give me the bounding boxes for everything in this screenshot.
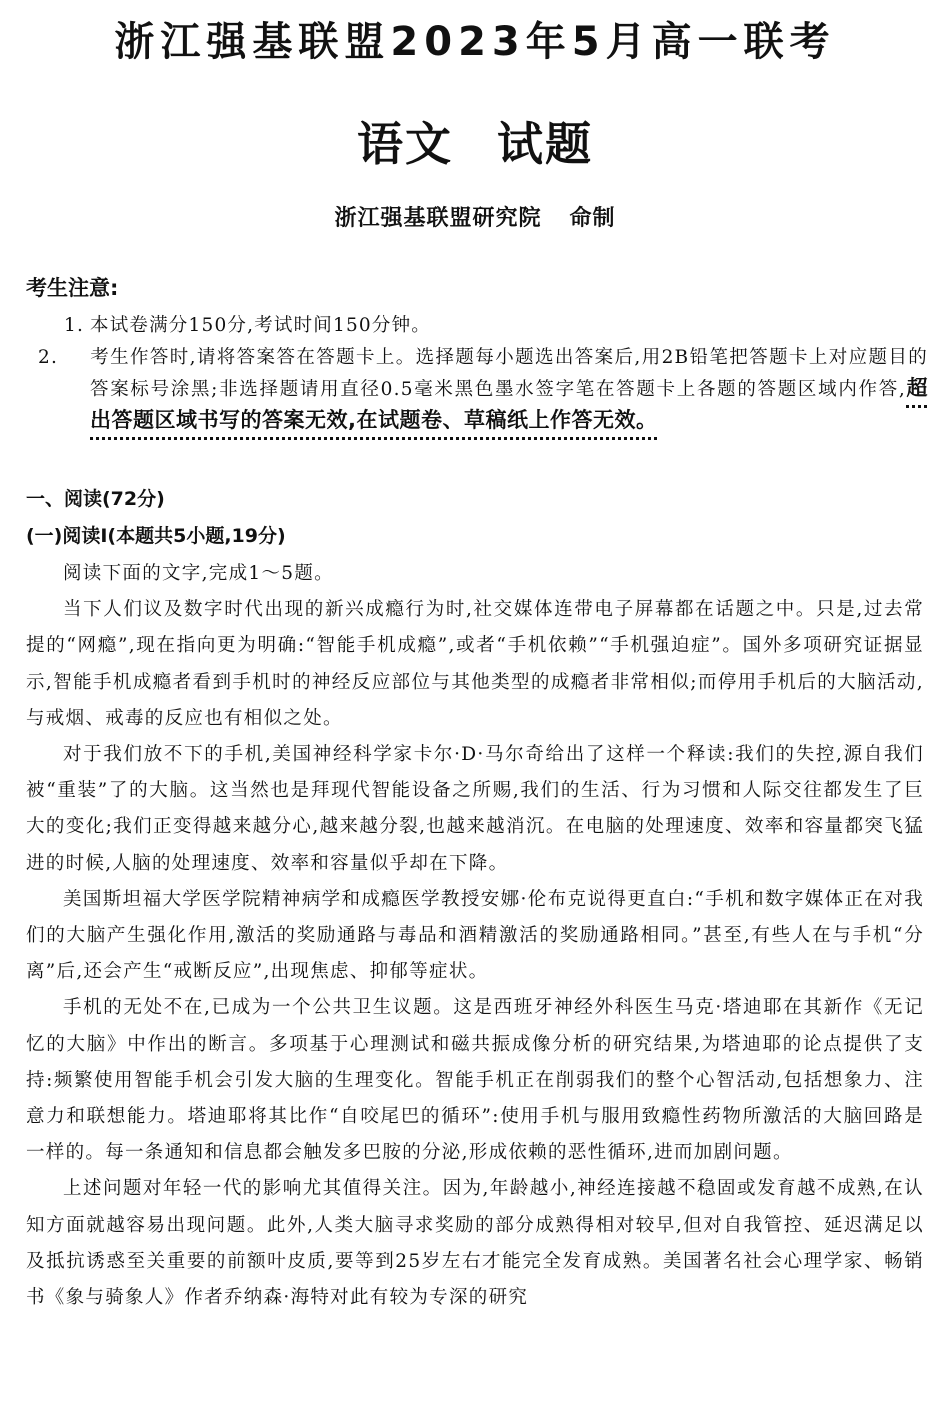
notice-item-1-text: 本试卷满分150分,考试时间150分钟。 — [90, 315, 432, 336]
notice-item-1-number: 1. — [64, 315, 85, 336]
passage-paragraph-2: 对于我们放不下的手机,美国神经科学家卡尔·D·马尔奇给出了这样一个释读:我们的失控,源自我们被“重装”了的大脑。这当然也是拜现代智能设备之所赐,我们的生活、行为习惯和人际交往都发生了巨大的变化;我们正变得越来越分心,越来越分裂,也越来越消沉。在电脑的处理速度、效率和容量都突飞猛进的时候,人脑的处理速度、效率和容量似乎却在下降。 — [26, 744, 924, 874]
page-bottom-margin — [0, 1345, 950, 1420]
notice-item-2 — [38, 342, 929, 437]
section-title: (一)阅读Ⅰ(本题共5小题,19分) — [26, 525, 286, 547]
notice-item-2-number: 2. — [38, 347, 59, 368]
exam-series-title: 浙江强基联盟2023年5月高一联考 — [114, 19, 836, 65]
passage-paragraph-3: 美国斯坦福大学医学院精神病学和成瘾医学教授安娜·伦布克说得更直白:“手机和数字媒体正在对我们的大脑产生强化作用,激活的奖励通路与毒品和酒精激活的奖励通路相同。”甚至,有些人在与手机“分离”后,还会产生“戒断反应”,出现焦虑、抑郁等症状。 — [26, 888, 924, 983]
maker-line — [0, 201, 950, 232]
reading-passage — [26, 556, 924, 1316]
part-title: 一、阅读(72分) — [26, 488, 165, 510]
notice-item-2-emphasis: 超出答题区域书写的答案无效,在试题卷、草稿纸上作答无效。 — [90, 376, 929, 432]
maker-label: 命制 — [569, 206, 616, 231]
maker-org: 浙江强基联盟研究院 — [334, 206, 542, 231]
passage-paragraph-4: 手机的无处不在,已成为一个公共卫生议题。这是西班牙神经外科医生马克·塔迪耶在其新作《无记忆的大脑》中作出的断言。多项基于心理测试和磁共振成像分析的研究结果,为塔迪耶的论点提供了支持:频繁使用智能手机会引发大脑的生理变化。智能手机正在削弱我们的整个心智活动,包括想象力、注意力和联想能力。塔迪耶将其比作“自咬尾巴的循环”:使用手机与服用致瘾性药物所激活的大脑回路是一样的。每一条通知和信息都会触发多巴胺的分泌,形成依赖的恶性循环,进而加剧问题。 — [26, 997, 924, 1164]
page-title — [0, 108, 950, 174]
passage-paragraph-1: 当下人们议及数字时代出现的新兴成瘾行为时,社交媒体连带电子屏幕都在话题之中。只是,过去常提的“网瘾”,现在指向更为明确:“智能手机成瘾”,或者“手机依赖”“手机强迫症”。国外多项研究证据显示,智能手机成瘾者看到手机时的神经反应部位与其他类型的成瘾者非常相似;而停用手机后的大脑活动,与戒烟、戒毒的反应也有相似之处。 — [26, 599, 924, 729]
notice-item-2-text: 考生作答时,请将答案答在答题卡上。选择题每小题选出答案后,用2B铅笔把答题卡上对应题目的答案标号涂黑;非选择题请用直径0.5毫米黑色墨水签字笔在答题卡上各题的答题区域内作答, — [90, 347, 928, 400]
notice-item-1 — [64, 310, 928, 341]
title-label: 试题 — [497, 117, 593, 171]
title-subject: 语文 — [357, 117, 453, 171]
notice-heading: 考生注意: — [26, 276, 119, 300]
instruction-text: 阅读下面的文字,完成1～5题。 — [63, 563, 334, 584]
passage-paragraph-5: 上述问题对年轻一代的影响尤其值得关注。因为,年龄越小,神经连接越不稳固或发育越不成熟,在认知方面就越容易出现问题。此外,人类大脑寻求奖励的部分成熟得相对较早,但对自我管控、延迟满足以及抵抗诱惑至关重要的前额叶皮质,要等到25岁左右才能完全发育成熟。美国著名社会心理学家、畅销书《象与骑象人》作者乔纳森·海特对此有较为专深的研究 — [26, 1178, 924, 1309]
